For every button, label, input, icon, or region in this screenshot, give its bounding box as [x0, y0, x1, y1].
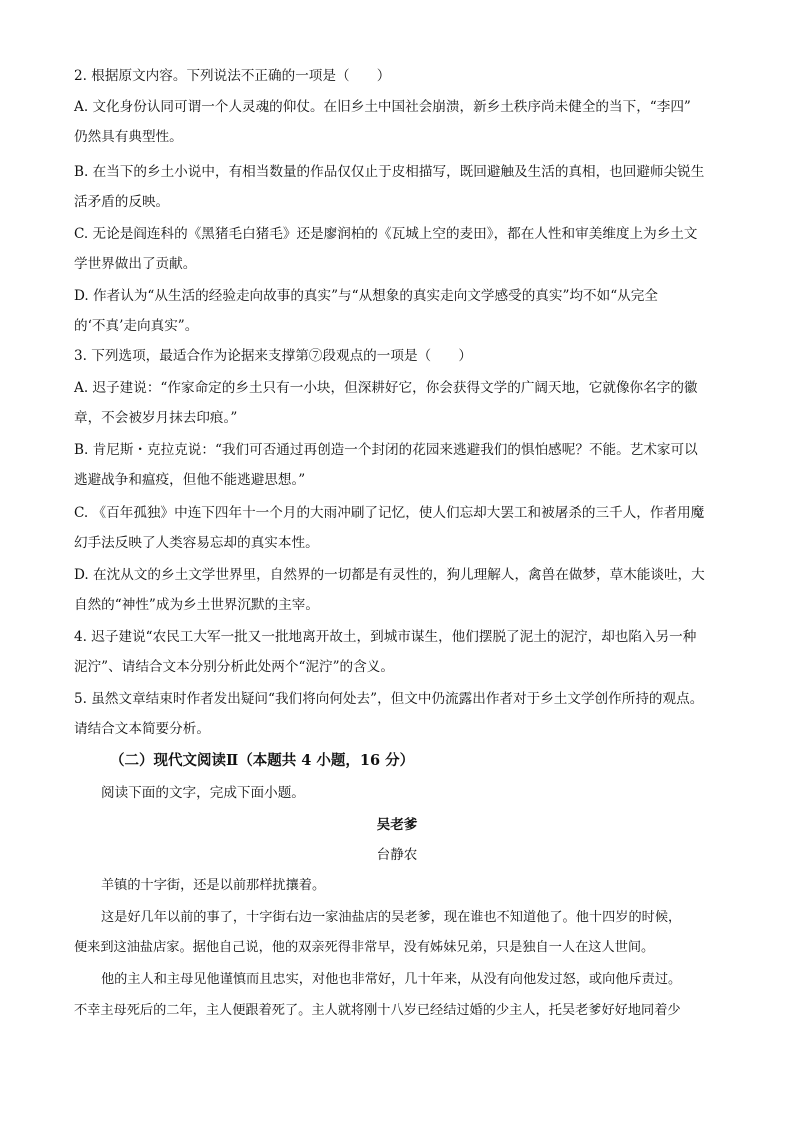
q4-line1: 4. 迟子建说“农民工大军一批又一批地离开故土，到城市谋生，他们摆脱了泥土的泥泞，却也陷入另一种	[74, 629, 697, 645]
q2-option-d-line2: 的‘不真’走向真实”。	[74, 318, 199, 334]
q3-option-a-line1: A. 迟子建说：“作家命定的乡土只有一小块，但深耕好它，你会获得文学的广阔天地，它就像你名字的徽	[74, 380, 698, 396]
q3-option-c-line2: 幻手法反映了人类容易忘却的真实本性。	[74, 535, 319, 551]
story-paragraph-3-line2: 不幸主母死后的二年，主人便跟着死了。主人就将刚十八岁已经结过婚的少主人，托吴老爹好好地同着少	[74, 1003, 681, 1018]
q2-stem: 2. 根据原文内容。下列说法不正确的一项是（ ）	[74, 68, 391, 84]
q2-option-c-line1: C. 无论是阎连科的《黑猪毛白猪毛》还是廖润柏的《瓦城上空的麦田》，都在人性和审美维度上为乡土文	[74, 226, 698, 242]
q3-option-c-line1: C. 《百年孤独》中连下四年十一个月的大雨冲刷了记忆，使人们忘却大罢工和被屠杀的三千人，作者用魔	[74, 505, 705, 521]
q3-option-b-line1: B. 肯尼斯・克拉克说：“我们可否通过再创造一个封闭的花园来逃避我们的惧怕感呢？不能。艺术家可以	[74, 442, 698, 458]
story-paragraph-2-line1: 这是好几年以前的事了，十字街右边一家油盐店的吴老爹，现在谁也不知道他了。他十四岁的时候，	[101, 910, 682, 925]
q5-line2: 请结合文本简要分析。	[74, 721, 210, 737]
q2-option-b-line1: B. 在当下的乡土小说中，有相当数量的作品仅仅止于皮相描写，既回避触及生活的真相，也回避师尖锐生	[74, 164, 705, 180]
q3-option-d-line1: D. 在沈从文的乡土文学世界里，自然界的一切都是有灵性的，狗儿理解人，禽兽在做梦，草木能谈吐，大	[74, 567, 705, 583]
section-heading: （二）现代文阅读Ⅱ（本题共 4 小题，16 分）	[110, 752, 415, 769]
q4-line2: 泥泞”、请结合文本分别分析此处两个“泥泞”的含义。	[74, 659, 394, 675]
q3-option-d-line2: 自然的“神性”成为乡土世界沉默的主宰。	[74, 597, 319, 613]
q3-option-b-line2: 逃避战争和瘟疫，但他不能逃避思想。”	[74, 472, 306, 488]
story-paragraph-3-line1: 他的主人和主母见他谨慎而且忠实，对他也非常好，几十年来，从没有向他发过怒，或向他斥责过。	[101, 972, 682, 987]
q2-option-b-line2: 活矛盾的反映。	[74, 194, 170, 210]
story-author: 台静农	[376, 847, 418, 863]
q5-line1: 5. 虽然文章结束时作者发出疑问“我们将向何处去”，但文中仍流露出作者对于乡土文学创作所持的观点。	[74, 691, 704, 707]
story-title: 吴老爹	[376, 817, 418, 833]
q2-option-d-line1: D. 作者认为“从生活的经验走向故事的真实”与“从想象的真实走向文学感受的真实”均不如“从完全	[74, 288, 658, 304]
story-paragraph-2-line2: 便来到这油盐店家。据他自己说，他的双亲死得非常早，没有姊妹兄弟，只是独自一人在这人世间。	[74, 940, 655, 955]
q3-stem: 3. 下列选项，最适合作为论据来支撑第⑦段观点的一项是（ ）	[74, 348, 472, 364]
q2-option-a-line1: A. 文化身份认同可谓一个人灵魂的仰仗。在旧乡土中国社会崩溃，新乡土秩序尚未健全的当下，“李四”	[74, 99, 691, 115]
q3-option-a-line2: 章，不会被岁月抹去印痕。”	[74, 410, 238, 426]
story-paragraph-1: 羊镇的十字街，还是以前那样扰攘着。	[101, 878, 326, 893]
q2-option-c-line2: 学世界做出了贡献。	[74, 256, 197, 272]
q2-option-a-line2: 仍然具有典型性。	[74, 129, 183, 145]
reading-instruction: 阅读下面的文字，完成下面小题。	[101, 785, 305, 801]
